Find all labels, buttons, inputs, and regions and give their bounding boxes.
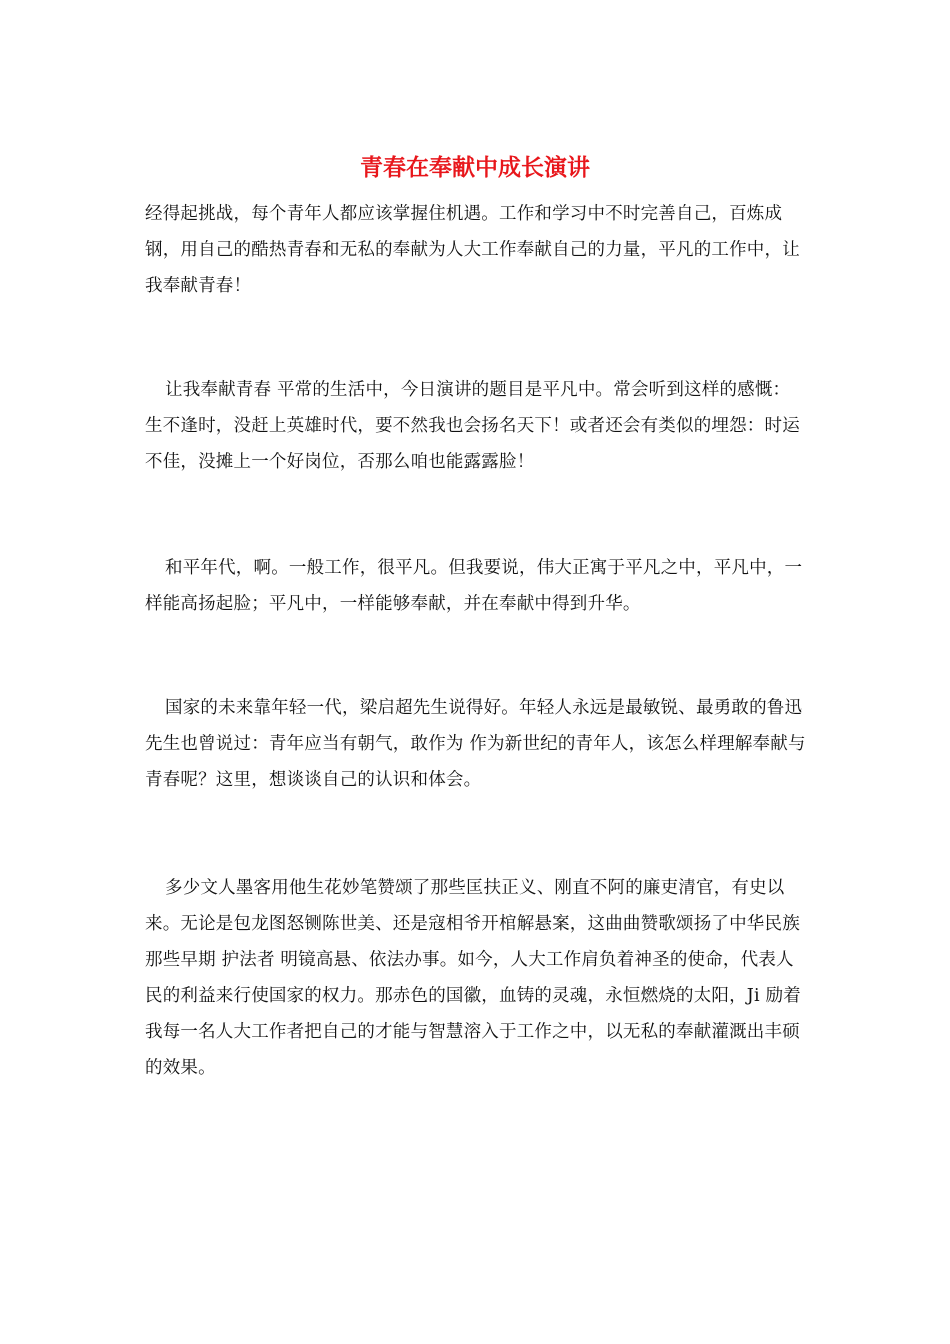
paragraph-2: 让我奉献青春 平常的生活中，今日演讲的题目是平凡中。常会听到这样的感慨：生不逢时，没赶上英雄时代，要不然我也会扬名天下！或者还会有类似的埋怨：时运不佳，没摊上一个好岗位，否那么咱也能露露脸！ [145,380,800,472]
paragraph-3: 和平年代，啊。一般工作，很平凡。但我要说，伟大正寓于平凡之中，平凡中，一样能高扬起脸；平凡中，一样能够奉献，并在奉献中得到升华。 [145,558,803,614]
document-title: 青春在奉献中成长演讲 [360,154,590,181]
paragraph-4: 国家的未来靠年轻一代，梁启超先生说得好。年轻人永远是最敏锐、最勇敢的鲁迅先生也曾说过：青年应当有朝气，敢作为 作为新世纪的青年人，该怎么样理解奉献与青春呢？这里，想谈谈自己的认识和体会。 [145,698,806,790]
paragraph-5: 多少文人墨客用他生花妙笔赞颂了那些匡扶正义、刚直不阿的廉吏清官，有史以来。无论是包龙图怒铡陈世美、还是寇相爷开棺解悬案，这曲曲赞歌颂扬了中华民族那些早期 护法者 明镜高悬、依法办事。如今，人大工作肩负着神圣的使命，代表人民的利益来行使国家的权力。那赤色的国徽，血铸的灵魂，永恒燃烧的太阳，Ji 励着我每一名人大工作者把自己的才能与智慧溶入于工作之中，以无私的奉献灌溉出丰硕的效果。 [145,878,801,1078]
paragraph-1: 经得起挑战，每个青年人都应该掌握住机遇。工作和学习中不时完善自己，百炼成钢，用自己的酷热青春和无私的奉献为人大工作奉献自己的力量，平凡的工作中，让我奉献青春！ [145,204,800,296]
